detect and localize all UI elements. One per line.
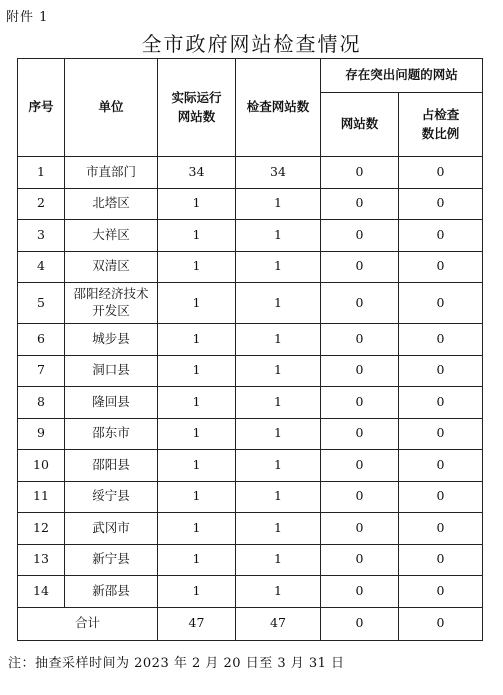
- cell-seq: 4: [18, 251, 65, 283]
- cell-problem: 0: [321, 387, 399, 419]
- cell-problem: 0: [321, 544, 399, 576]
- table-row: [18, 355, 483, 387]
- cell-running: 1: [158, 324, 236, 356]
- cell-checked: 1: [236, 188, 321, 220]
- page-title: 全市政府网站检查情况: [141, 32, 362, 56]
- cell-checked: 1: [236, 513, 321, 545]
- total-label: 合计: [18, 607, 158, 640]
- cell-checked: 1: [236, 481, 321, 513]
- cell-running: 1: [158, 450, 236, 482]
- cell-problem: 0: [321, 251, 399, 283]
- cell-ratio: 0: [399, 513, 483, 545]
- cell-seq: 10: [18, 450, 65, 482]
- cell-seq: 3: [18, 220, 65, 252]
- cell-unit: 新邵县: [65, 576, 158, 608]
- cell-unit: 邵阳县: [65, 450, 158, 482]
- cell-problem: 0: [321, 283, 399, 324]
- table-row: [18, 188, 483, 220]
- cell-ratio: 0: [399, 355, 483, 387]
- cell-ratio: 0: [399, 220, 483, 252]
- table-row: [18, 283, 483, 324]
- header-problem-ratio: 占检查 数比例: [399, 93, 483, 157]
- cell-running: 1: [158, 355, 236, 387]
- table-row: [18, 481, 483, 513]
- total-ratio: 0: [399, 607, 483, 640]
- cell-running: 1: [158, 220, 236, 252]
- cell-checked: 1: [236, 450, 321, 482]
- cell-unit: 武冈市: [65, 513, 158, 545]
- table-row: [18, 450, 483, 482]
- cell-problem: 0: [321, 324, 399, 356]
- cell-checked: 34: [236, 157, 321, 189]
- cell-unit: 邵东市: [65, 418, 158, 450]
- header-unit: 单位: [65, 59, 158, 157]
- cell-unit: 市直部门: [65, 157, 158, 189]
- cell-seq: 8: [18, 387, 65, 419]
- table-row: [18, 157, 483, 189]
- table-row: [18, 418, 483, 450]
- cell-running: 1: [158, 251, 236, 283]
- cell-problem: 0: [321, 157, 399, 189]
- cell-ratio: 0: [399, 450, 483, 482]
- table-body: [18, 157, 483, 608]
- header-problem-count: 网站数: [321, 93, 399, 157]
- cell-seq: 11: [18, 481, 65, 513]
- cell-running: 1: [158, 188, 236, 220]
- cell-ratio: 0: [399, 576, 483, 608]
- table-row: [18, 324, 483, 356]
- cell-ratio: 0: [399, 418, 483, 450]
- cell-ratio: 0: [399, 283, 483, 324]
- total-checked: 47: [236, 607, 321, 640]
- cell-ratio: 0: [399, 481, 483, 513]
- inspection-table: [17, 58, 483, 641]
- cell-problem: 0: [321, 576, 399, 608]
- cell-checked: 1: [236, 418, 321, 450]
- cell-seq: 5: [18, 283, 65, 324]
- cell-ratio: 0: [399, 387, 483, 419]
- cell-running: 1: [158, 481, 236, 513]
- cell-checked: 1: [236, 576, 321, 608]
- cell-ratio: 0: [399, 188, 483, 220]
- table-row: [18, 220, 483, 252]
- cell-unit: 新宁县: [65, 544, 158, 576]
- cell-ratio: 0: [399, 544, 483, 576]
- header-checked: 检查网站数: [236, 59, 321, 157]
- cell-checked: 1: [236, 251, 321, 283]
- table-row: [18, 576, 483, 608]
- cell-unit: 洞口县: [65, 355, 158, 387]
- cell-unit: 隆回县: [65, 387, 158, 419]
- cell-running: 1: [158, 544, 236, 576]
- cell-unit: 大祥区: [65, 220, 158, 252]
- total-row: [18, 607, 483, 640]
- cell-checked: 1: [236, 355, 321, 387]
- cell-problem: 0: [321, 450, 399, 482]
- cell-checked: 1: [236, 324, 321, 356]
- table-row: [18, 251, 483, 283]
- total-problem: 0: [321, 607, 399, 640]
- table-row: [18, 387, 483, 419]
- cell-seq: 6: [18, 324, 65, 356]
- cell-problem: 0: [321, 220, 399, 252]
- cell-unit: 邵阳经济技术 开发区: [65, 283, 158, 324]
- cell-seq: 9: [18, 418, 65, 450]
- cell-running: 1: [158, 418, 236, 450]
- cell-unit: 城步县: [65, 324, 158, 356]
- attachment-label: 附件 1: [6, 10, 49, 25]
- cell-problem: 0: [321, 513, 399, 545]
- table-row: [18, 513, 483, 545]
- cell-running: 1: [158, 576, 236, 608]
- cell-problem: 0: [321, 355, 399, 387]
- footnote: 注：抽查采样时间为 2023 年 2 月 20 日至 3 月 31 日: [8, 656, 345, 671]
- cell-problem: 0: [321, 188, 399, 220]
- cell-ratio: 0: [399, 157, 483, 189]
- cell-running: 1: [158, 283, 236, 324]
- header-problem-group: 存在突出问题的网站: [321, 59, 483, 93]
- cell-running: 1: [158, 387, 236, 419]
- table-row: [18, 544, 483, 576]
- header-seq: 序号: [18, 59, 65, 157]
- cell-checked: 1: [236, 387, 321, 419]
- header-running: 实际运行 网站数: [158, 59, 236, 157]
- total-running: 47: [158, 607, 236, 640]
- cell-running: 34: [158, 157, 236, 189]
- cell-checked: 1: [236, 220, 321, 252]
- cell-ratio: 0: [399, 251, 483, 283]
- cell-running: 1: [158, 513, 236, 545]
- cell-seq: 13: [18, 544, 65, 576]
- cell-seq: 7: [18, 355, 65, 387]
- cell-problem: 0: [321, 418, 399, 450]
- cell-checked: 1: [236, 544, 321, 576]
- cell-ratio: 0: [399, 324, 483, 356]
- cell-checked: 1: [236, 283, 321, 324]
- cell-seq: 12: [18, 513, 65, 545]
- cell-unit: 双清区: [65, 251, 158, 283]
- cell-unit: 绥宁县: [65, 481, 158, 513]
- cell-seq: 1: [18, 157, 65, 189]
- cell-unit: 北塔区: [65, 188, 158, 220]
- cell-seq: 2: [18, 188, 65, 220]
- cell-problem: 0: [321, 481, 399, 513]
- cell-seq: 14: [18, 576, 65, 608]
